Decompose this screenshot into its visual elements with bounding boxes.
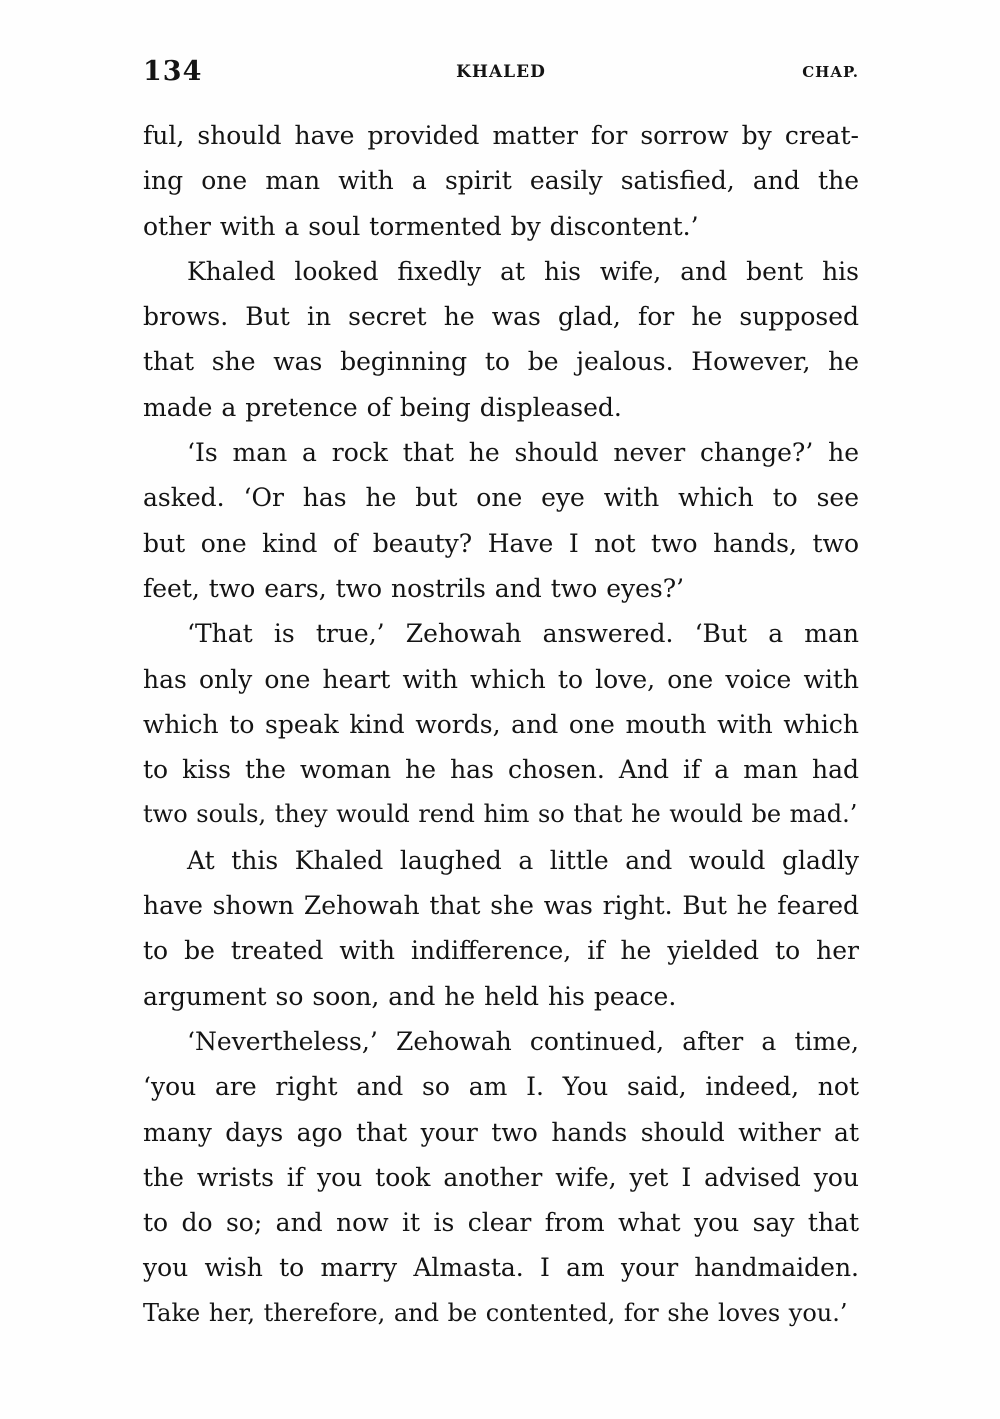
text-line: ‘That is true,’ Zehowah answered. ‘But a man — [187, 619, 859, 649]
paragraph-2 — [143, 249, 859, 430]
page-number: 134 — [143, 56, 203, 87]
text-line: asked. ‘Or has he but one eye with which to see — [143, 483, 859, 513]
text-line: has only one heart with which to love, one voice with — [143, 664, 859, 694]
text-line: ‘Is man a rock that he should never change?’ he — [187, 438, 859, 468]
text-line: to do so; and now it is clear from what you say that — [143, 1208, 859, 1238]
paragraph-5 — [143, 838, 859, 1019]
paragraph-3 — [143, 430, 859, 611]
text-line: Take her, therefore, and be contented, for she loves you.’ — [143, 1298, 848, 1327]
text-line: have shown Zehowah that she was right. But he feared — [143, 891, 859, 921]
text-line: to be treated with indifference, if he yielded to her — [143, 936, 859, 966]
text-line: argument so soon, and he held his peace. — [143, 981, 677, 1011]
text-line: but one kind of beauty? Have I not two hands, two — [143, 528, 859, 558]
text-line: the wrists if you took another wife, yet I advised you — [143, 1162, 859, 1192]
paragraph-4 — [143, 611, 859, 837]
text-line: ‘Nevertheless,’ Zehowah continued, after a time, — [187, 1026, 859, 1056]
text-line: ‘you are right and so am I. You said, indeed, not — [143, 1072, 859, 1102]
text-line: many days ago that your two hands should wither at — [143, 1117, 859, 1147]
text-line: Khaled looked fixedly at his wife, and bent his — [187, 256, 859, 286]
chapter-label: CHAP. — [802, 63, 859, 81]
text-line: ful, should have provided matter for sorrow by creat- — [143, 121, 859, 150]
text-line: feet, two ears, two nostrils and two eyes?’ — [143, 573, 685, 603]
paragraph-1 — [143, 113, 859, 249]
text-line: other with a soul tormented by discontent.’ — [143, 211, 699, 241]
text-line: which to speak kind words, and one mouth with which — [143, 709, 859, 739]
text-line: made a pretence of being displeased. — [143, 392, 622, 422]
running-head — [143, 56, 859, 96]
text-line: that she was beginning to be jealous. However, he — [143, 347, 859, 377]
text-line: two souls, they would rend him so that he would be mad.’ — [143, 800, 858, 829]
text-line: At this Khaled laughed a little and would gladly — [187, 845, 859, 875]
text-line: to kiss the woman he has chosen. And if a man had — [143, 755, 859, 785]
running-title: KHALED — [456, 62, 546, 82]
paragraph-6 — [143, 1019, 859, 1336]
text-line: you wish to marry Almasta. I am your handmaiden. — [143, 1253, 859, 1283]
text-line: ing one man with a spirit easily satisfied, and the — [143, 166, 859, 196]
text-line: brows. But in secret he was glad, for he supposed — [143, 302, 859, 332]
body-text — [143, 113, 859, 1336]
